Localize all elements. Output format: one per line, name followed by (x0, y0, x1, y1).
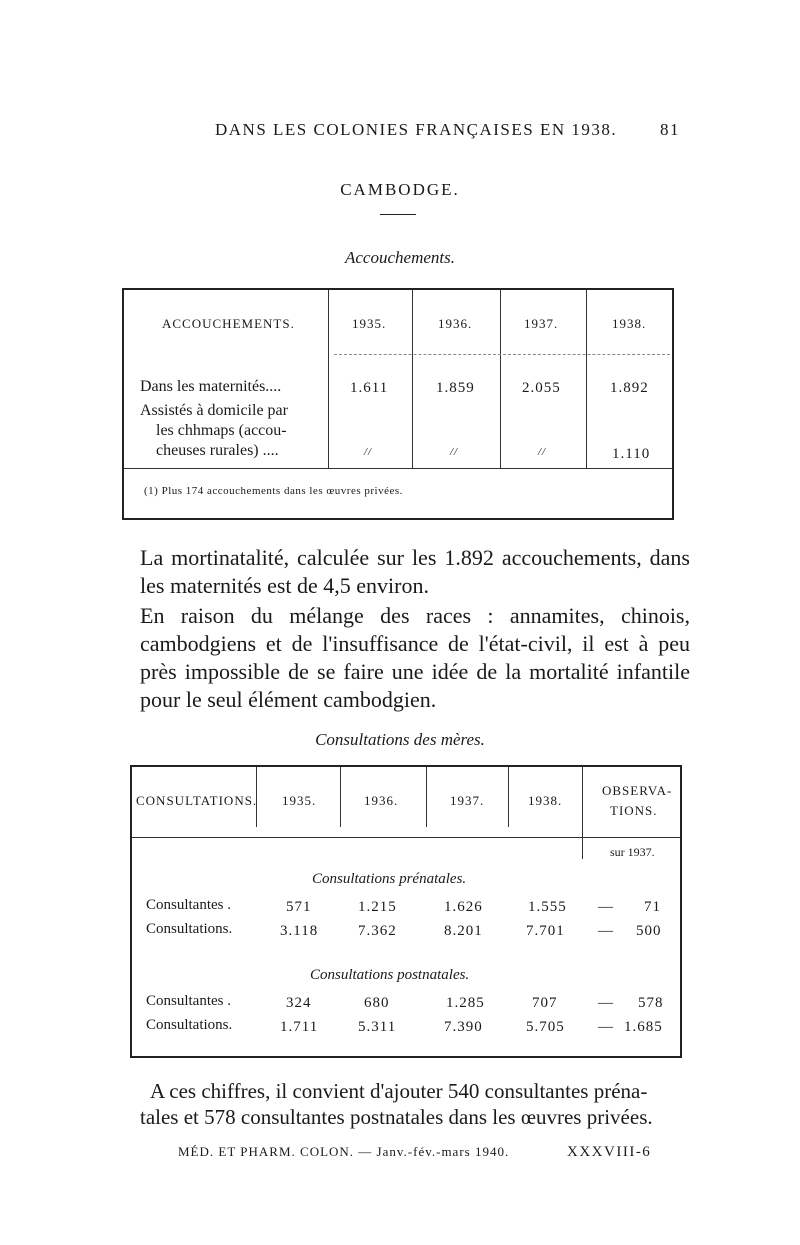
section-title: CAMBODGE. (340, 180, 460, 199)
body-text (140, 544, 690, 714)
table1-col-divider (500, 290, 501, 468)
closing-line: A ces chiffres, il convient d'ajouter 540 consultantes préna- (150, 1079, 648, 1103)
obs-dash: — (598, 1019, 614, 1035)
obs-dash: — (598, 923, 614, 939)
obs-dash: — (598, 995, 614, 1011)
table1-header-label: ACCOUCHEMENTS. (162, 316, 295, 331)
table2-header-year: 1937. (450, 793, 485, 808)
table1-header-year: 1935. (352, 316, 387, 331)
obs-value: 1.685 (624, 1019, 663, 1035)
table-value: 680 (364, 995, 390, 1011)
table2-header-label: CONSULTATIONS. (136, 793, 258, 808)
footer-citation: MÉD. ET PHARM. COLON. — Janv.-fév.-mars 1940. (178, 1144, 510, 1159)
table2-header-rule (132, 837, 680, 838)
table-value: 1.626 (444, 899, 483, 915)
table1-header-year: 1937. (524, 316, 559, 331)
table-value: 1.711 (280, 1019, 319, 1035)
obs-value: 578 (638, 995, 664, 1011)
page-number: 81 (660, 120, 680, 139)
table-value: 571 (286, 899, 312, 915)
row-label: Consultations. (146, 921, 233, 937)
obs-value: 500 (636, 923, 662, 939)
row-label: Dans les maternités.... (140, 378, 282, 395)
table-value: 324 (286, 995, 312, 1011)
table2-header-obs: TIONS. (610, 803, 658, 818)
table-value: 1.859 (436, 380, 475, 396)
table-value: // (450, 446, 459, 458)
table-value: 7.362 (358, 923, 397, 939)
paragraph: La mortinatalité, calculée sur les 1.892 accouchements, dans les maternités est de 4,5 environ. (140, 545, 690, 598)
table-value: 1.555 (528, 899, 567, 915)
table1-header-rule (334, 354, 670, 355)
table-value: 7.701 (526, 923, 565, 939)
row-label: Consultantes . (146, 993, 231, 1009)
table-value: 1.892 (610, 380, 649, 396)
table-value: 1.285 (446, 995, 485, 1011)
table2-caption: Consultations des mères. (315, 730, 485, 749)
row-label: Consultations. (146, 1017, 233, 1033)
table2-header-year: 1936. (364, 793, 399, 808)
paragraph: En raison du mélange des races : annamites, chinois, cambodgiens et de l'insuffisance de l'état-civil, il est à peu près impossible de se faire une idée de la mortalité infantile pour le seul élément cambodgien. (140, 603, 690, 712)
table-value: 7.390 (444, 1019, 483, 1035)
table1-bottom-rule (124, 468, 672, 469)
table-value: 1.110 (612, 446, 651, 462)
running-title: DANS LES COLONIES FRANÇAISES EN 1938. (215, 120, 618, 139)
consultations-table (130, 765, 682, 1058)
table1-col-divider (412, 290, 413, 468)
table-value: 1.215 (358, 899, 397, 915)
table2-col-divider (582, 767, 583, 859)
row-label-line: les chhmaps (accou- (156, 422, 287, 439)
table1-col-divider (328, 290, 329, 468)
obs-dash: — (598, 899, 614, 915)
accouchements-table (122, 288, 674, 520)
table2-col-divider (340, 767, 341, 827)
table-value: 5.705 (526, 1019, 565, 1035)
obs-note: sur 1937. (610, 845, 655, 859)
table2-col-divider (508, 767, 509, 827)
title-rule (380, 214, 416, 215)
table1-caption: Accouchements. (345, 248, 455, 267)
table1-header-year: 1936. (438, 316, 473, 331)
row-label: Consultantes . (146, 897, 231, 913)
group-title: Consultations prénatales. (312, 871, 467, 887)
table-value: 5.311 (358, 1019, 397, 1035)
table-value: 1.611 (350, 380, 389, 396)
table2-header-year: 1935. (282, 793, 317, 808)
closing-line: tales et 578 consultantes postnatales dans les œuvres privées. (140, 1105, 653, 1129)
closing-paragraph (140, 1078, 700, 1130)
table-value: // (364, 446, 373, 458)
table-value: 3.118 (280, 923, 319, 939)
row-label-line: cheuses rurales) .... (156, 442, 279, 459)
table1-header-year: 1938. (612, 316, 647, 331)
table1-col-divider (586, 290, 587, 468)
table1-footnote: (1) Plus 174 accouchements dans les œuvres privées. (144, 485, 403, 497)
table-value: 2.055 (522, 380, 561, 396)
table-value: 707 (532, 995, 558, 1011)
table2-header-year: 1938. (528, 793, 563, 808)
row-label-line: Assistés à domicile par (140, 402, 288, 419)
table-value: 8.201 (444, 923, 483, 939)
obs-value: 71 (644, 899, 661, 915)
group-title: Consultations postnatales. (310, 967, 470, 983)
footer-signature: XXXVIII-6 (567, 1144, 652, 1160)
table-value: // (538, 446, 547, 458)
table2-header-obs: OBSERVA- (602, 783, 673, 798)
table2-col-divider (426, 767, 427, 827)
